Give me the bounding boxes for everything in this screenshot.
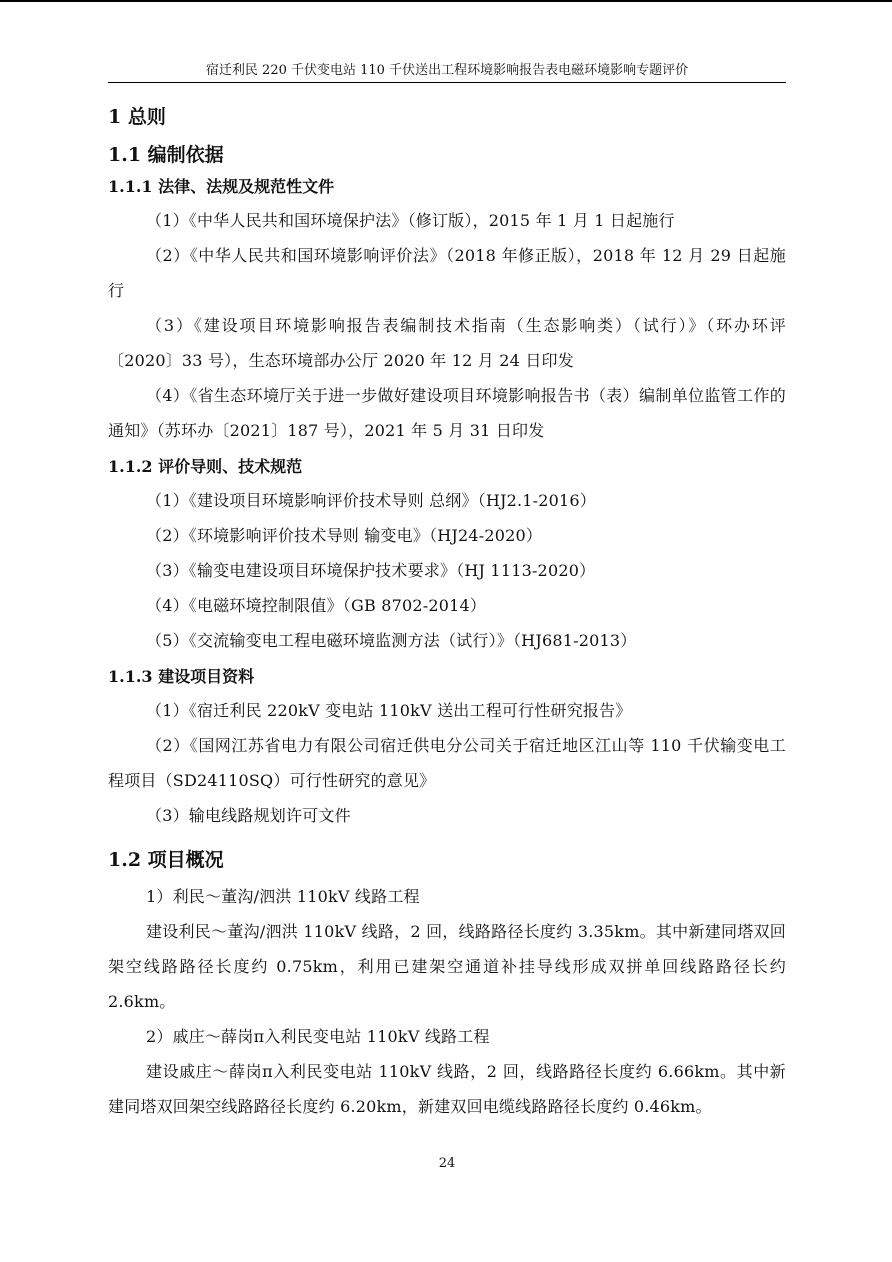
running-header: 宿迁利民 220 千伏变电站 110 千伏送出工程环境影响报告表电磁环境影响专题评价 [205,63,689,78]
paragraph: 2）戚庄～薛岗π入利民变电站 110kV 线路工程 [146,1027,490,1046]
list-item: （1）《建设项目环境影响评价技术导则 总纲》（HJ2.1-2016） [146,491,597,510]
section-heading-1-1: 1.1 编制依据 [108,144,224,166]
list-item: （3）《建设项目环境影响报告表编制技术指南（生态影响类）（试行）》（环办环评〔2020〕33 号），生态环境部办公厅 2020 年 12 月 24 日印发 [108,316,786,370]
header-rule [108,82,786,83]
list-item: （1）《宿迁利民 220kV 变电站 110kV 送出工程可行性研究报告》 [146,701,632,720]
list-item: （4）《省生态环境厅关于进一步做好建设项目环境影响报告书（表）编制单位监管工作的通知》（苏环办〔2021〕187 号），2021 年 5 月 31 日印发 [108,386,786,440]
paragraph: 1）利民～董沟/泗洪 110kV 线路工程 [146,887,420,906]
section-heading-1: 1 总则 [108,106,166,128]
paragraph: 建设戚庄～薛岗π入利民变电站 110kV 线路，2 回，线路路径长度约 6.66km。其中新建同塔双回架空线路路径长度约 6.20km，新建双回电缆线路路径长度约 0.46km。 [108,1062,786,1116]
list-item: （2）《国网江苏省电力有限公司宿迁供电分公司关于宿迁地区江山等 110 千伏输变电工程项目（SD24110SQ）可行性研究的意见》 [108,736,786,790]
document-body [108,98,786,1124]
list-item: （4）《电磁环境控制限值》（GB 8702-2014） [146,596,487,615]
list-item: （2）《环境影响评价技术导则 输变电》（HJ24-2020） [146,526,543,545]
list-item: （1）《中华人民共和国环境保护法》（修订版），2015 年 1 月 1 日起施行 [146,211,675,230]
top-border-line [0,0,892,2]
list-item: （3）《输变电建设项目环境保护技术要求》（HJ 1113-2020） [146,561,596,580]
section-heading-1-1-1: 1.1.1 法律、法规及规范性文件 [108,177,335,196]
page-number: 24 [438,1156,456,1171]
section-heading-1-1-3: 1.1.3 建设项目资料 [108,667,255,686]
list-item: （3）输电线路规划许可文件 [146,806,351,825]
section-heading-1-2: 1.2 项目概况 [108,849,224,871]
paragraph: 建设利民～董沟/泗洪 110kV 线路，2 回，线路路径长度约 3.35km。其中新建同塔双回架空线路路径长度约 0.75km，利用已建架空通道补挂导线形成双拼单回线路路径长约 2.6km。 [108,922,786,1011]
section-heading-1-1-2: 1.1.2 评价导则、技术规范 [108,457,303,476]
list-item: （5）《交流输变电工程电磁环境监测方法（试行）》（HJ681-2013） [146,631,637,650]
list-item: （2）《中华人民共和国环境影响评价法》（2018 年修正版），2018 年 12 月 29 日起施行 [108,246,786,300]
